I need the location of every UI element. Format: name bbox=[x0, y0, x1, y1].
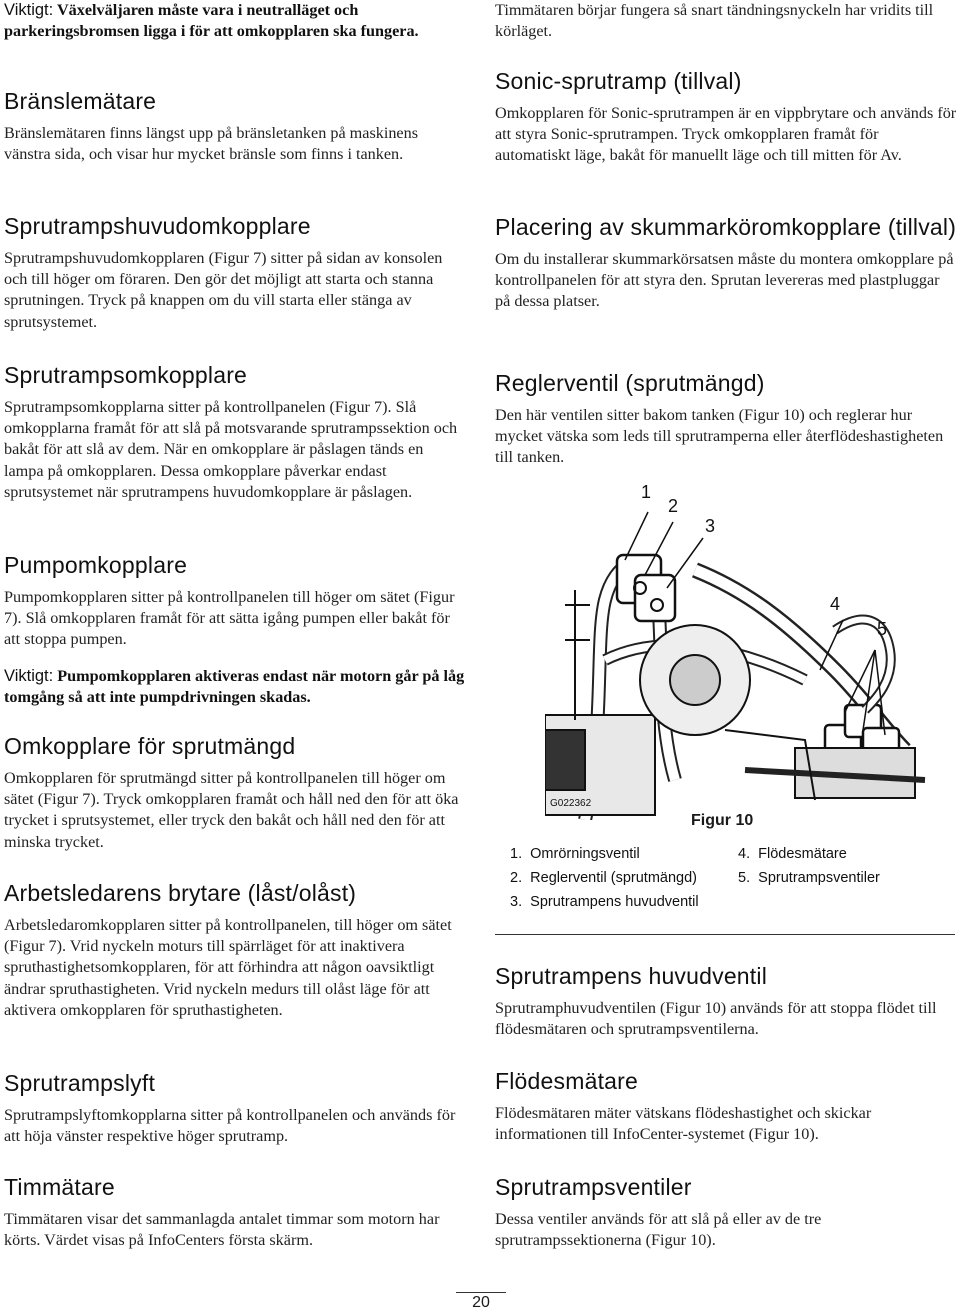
legend-item-1 bbox=[510, 846, 640, 862]
legend-item-2 bbox=[510, 870, 697, 886]
section-body: Om du installerar skummarkörsatsen måste du montera omkopplare på kontrollpanelen för att styra den. Sprutan levereras med plastpluggar på dessa platser. bbox=[495, 250, 954, 311]
section-boom-switches bbox=[4, 362, 466, 503]
section-body: Dessa ventiler används för att slå på eller av de tre sprutrampssektionerna (Figur 10). bbox=[495, 1210, 822, 1250]
legend-num: 1. bbox=[510, 846, 523, 862]
section-title: Bränslemätare bbox=[4, 88, 157, 114]
section-title: Arbetsledarens brytare (låst/olåst) bbox=[4, 880, 357, 906]
page-number: 20 bbox=[472, 1294, 490, 1311]
important-text: Pumpomkopplaren aktiveras endast när motorn går på låg tomgång så att inte pumpdrivningen skadas. bbox=[4, 667, 465, 706]
section-title: Placering av skummarköromkopplare (tillval) bbox=[495, 214, 957, 240]
section-flow-meter bbox=[495, 1068, 957, 1145]
legend-item-4 bbox=[738, 846, 847, 862]
section-body: Sprutrampslyftomkopplarna sitter på kontrollpanelen och används för att höja vänster respektive höger sprutramp. bbox=[4, 1106, 456, 1146]
section-master-boom-switch bbox=[4, 213, 466, 333]
section-body: Omkopplaren för Sonic-sprutrampen är en vippbrytare och används för att styra Sonic-sprutrampen. Tryck omkopplaren framåt för automatiskt läge, bakåt för manuellt läge och till mitten för Av. bbox=[495, 104, 957, 165]
section-body: Sprutramphuvudventilen (Figur 10) används för att stoppa flödet till flödesmätaren och sprutrampsventilerna. bbox=[495, 999, 937, 1039]
important-label: Viktigt: bbox=[4, 667, 54, 685]
section-body: Den här ventilen sitter bakom tanken (Figur 10) och reglerar hur mycket vätska som leds till sprutramperna eller återflödeshastigheten till tanken. bbox=[495, 406, 944, 467]
section-title: Sprutrampslyft bbox=[4, 1070, 156, 1096]
section-fuel-gauge bbox=[4, 88, 466, 165]
section-rate-valve bbox=[495, 370, 957, 469]
legend-text: Sprutrampens huvudventil bbox=[530, 894, 699, 910]
callout-2: 2 bbox=[668, 496, 679, 516]
legend-num: 4. bbox=[738, 846, 751, 862]
important-text: Växelväljaren måste vara i neutralläget och parkeringsbromsen ligga i för att omkopplaren ska fungera. bbox=[4, 1, 419, 40]
figure-code: G022362 bbox=[550, 798, 592, 809]
legend-text: Flödesmätare bbox=[758, 846, 847, 862]
legend-text: Omrörningsventil bbox=[530, 846, 640, 862]
section-body: Bränslemätaren finns längst upp på bränsletanken på maskinens vänstra sida, och visar hur mycket bränsle som finns i tanken. bbox=[4, 124, 419, 164]
section-title: Sprutrampens huvudventil bbox=[495, 963, 768, 989]
callout-3: 3 bbox=[705, 516, 716, 536]
section-supervisor-switch bbox=[4, 880, 466, 1021]
important-label: Viktigt: bbox=[4, 1, 54, 19]
legend-item-3 bbox=[510, 894, 699, 910]
legend-text: Sprutrampsventiler bbox=[758, 870, 880, 886]
section-hour-meter bbox=[4, 1174, 466, 1251]
legend-num: 3. bbox=[510, 894, 523, 910]
section-foam-marker bbox=[495, 214, 957, 313]
legend-text: Reglerventil (sprutmängd) bbox=[530, 870, 697, 886]
section-title: Sonic-sprutramp (tillval) bbox=[495, 68, 742, 94]
valve-assembly-illustration bbox=[545, 480, 955, 820]
section-body: Timmätaren visar det sammanlagda antalet timmar som motorn har körts. Värdet visas på InfoCenters första skärm. bbox=[4, 1210, 440, 1250]
legend-num: 5. bbox=[738, 870, 751, 886]
legend-item-5 bbox=[738, 870, 880, 886]
section-boom-master-valve bbox=[495, 963, 957, 1040]
figure-10 bbox=[545, 480, 955, 820]
legend-num: 2. bbox=[510, 870, 523, 886]
section-body: Sprutrampsomkopplarna sitter på kontrollpanelen (Figur 7). Slå omkopplarna framåt för att slå på motsvarande sprutrampssektion och bakåt för att slå av dem. När en omkopplare är påslagen tänds en lampa på omkopplaren. Dessa omkopplare påverkar endast sprutsystemet när sprutrampens huvudomkopplare är påslagen. bbox=[4, 398, 458, 501]
page-number-rule bbox=[456, 1292, 506, 1293]
section-title: Flödesmätare bbox=[495, 1068, 639, 1094]
important-notice-pump bbox=[4, 666, 466, 708]
figure-caption: Figur 10 bbox=[691, 812, 754, 829]
hour-meter-continuation: Timmätaren börjar fungera så snart tändningsnyckeln har vridits till körläget. bbox=[495, 1, 934, 41]
section-title: Pumpomkopplare bbox=[4, 552, 188, 578]
callout-5: 5 bbox=[877, 619, 888, 639]
section-boom-lift bbox=[4, 1070, 466, 1147]
section-rate-switch bbox=[4, 733, 466, 853]
callout-4: 4 bbox=[830, 594, 841, 614]
section-title: Sprutrampshuvudomkopplare bbox=[4, 213, 311, 239]
section-body: Omkopplaren för sprutmängd sitter på kontrollpanelen till höger om sätet (Figur 7). Tryck omkopplaren framåt och håll ned den för att öka trycket i sprutsystemet, eller tryck den bakåt och håll ned den för att minska trycket. bbox=[4, 769, 459, 851]
section-body: Sprutrampshuvudomkopplaren (Figur 7) sitter på sidan av konsolen och till höger om föraren. Den gör det möjligt att starta och stanna sprutningen. Tryck på knappen om du vill starta eller stänga av sprutsystemet. bbox=[4, 249, 443, 331]
section-title: Timmätare bbox=[4, 1174, 115, 1200]
important-notice-gear bbox=[4, 0, 466, 42]
section-title: Omkopplare för sprutmängd bbox=[4, 733, 296, 759]
callout-1: 1 bbox=[641, 482, 652, 502]
section-body: Flödesmätaren mäter vätskans flödeshastighet och skickar informationen till InfoCenter-systemet (Figur 10). bbox=[495, 1104, 872, 1144]
section-boom-valves bbox=[495, 1174, 957, 1251]
section-title: Sprutrampsomkopplare bbox=[4, 362, 248, 388]
section-body: Arbetsledaromkopplaren sitter på kontrollpanelen, till höger om sätet (Figur 7). Vrid nyckeln moturs till spärrläget för att inaktivera spruthastighetsomkopplaren, för att förhindra att någon oavsiktligt ändrar spruthastigheten. Vrid nyckeln medurs till olåst läge för att aktivera omkopplaren för spruthastigheten. bbox=[4, 916, 452, 1019]
section-pump-switch bbox=[4, 552, 466, 651]
section-title: Reglerventil (sprutmängd) bbox=[495, 370, 765, 396]
section-title: Sprutrampsventiler bbox=[495, 1174, 692, 1200]
section-body: Pumpomkopplaren sitter på kontrollpanelen till höger om sätet (Figur 7). Slå omkopplaren framåt för att sätta igång pumpen eller bakåt för att stoppa pumpen. bbox=[4, 588, 455, 649]
figure-divider bbox=[495, 934, 955, 935]
section-sonic-boom bbox=[495, 68, 957, 167]
